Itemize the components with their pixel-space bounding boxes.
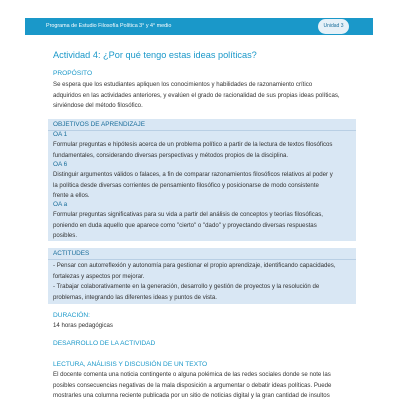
unit-badge xyxy=(318,19,349,34)
objective-code: OA a xyxy=(53,201,68,208)
objective-text xyxy=(53,170,351,202)
objective-line: Formular preguntas e hipótesis acerca de un problema político a partir de la lectura de textos filosóficos xyxy=(53,141,333,148)
objective-line: la política desde diversas corrientes de pensamiento filosófico y posicionarse de modo consistente xyxy=(53,181,319,189)
objectives-box xyxy=(48,119,356,241)
attitude-line: problemas, integrando las diferentes ideas y puntos de vista. xyxy=(53,293,217,301)
duration-heading: DURACIÓN: xyxy=(53,312,90,319)
objective-code: OA 6 xyxy=(53,161,68,168)
purpose-line: adquiridos en las actividades anteriores, y evalúen el grado de racionalidad de sus propias ideas políticas, xyxy=(53,91,340,99)
reading-text xyxy=(53,370,355,402)
purpose-heading: PROPÓSITO xyxy=(53,70,93,77)
header-title: Programa de Estudio Filosofía Política 3° y 4° medio xyxy=(46,23,172,29)
attitudes-box xyxy=(48,248,356,304)
objective-line: posibles. xyxy=(53,232,78,239)
objective-line: poniendo en duda aquello que aparece como "cierto" o "dado" y proyectando diversas respuestas xyxy=(53,221,317,229)
attitude-line: fortalezas y aspectos por mejorar. xyxy=(53,272,145,280)
objective-text xyxy=(53,140,351,161)
activity-title: Actividad 4: ¿Por qué tengo estas ideas políticas? xyxy=(53,50,257,60)
objective-line: Formular preguntas significativas para su vida a partir del análisis de conceptos y teorías filosóficas, xyxy=(53,211,323,218)
objective-code: OA 1 xyxy=(53,131,68,138)
page-header xyxy=(0,0,400,46)
duration-value: 14 horas pedagógicas xyxy=(53,322,113,329)
objective-line: frente a ellos. xyxy=(53,192,90,199)
attitude-line: - Trabajar colaborativamente en la generación, desarrollo y gestión de proyectos y la resolución de xyxy=(53,283,320,290)
purpose-line: Se espera que los estudiantes apliquen los conocimientos y habilidades de razonamiento crítico xyxy=(53,81,313,88)
attitude-line: - Pensar con autorreflexión y autonomía para gestionar el propio aprendizaje, identificando capacidades, xyxy=(53,262,336,269)
purpose-line: sirviéndose del método filosófico. xyxy=(53,102,143,109)
reading-line: El docente comenta una noticia contingente o alguna polémica de las redes sociales donde se note las xyxy=(53,371,331,378)
reading-line: mostrarles una columna reciente publicada por un sitio de noticias digital y la gran cantidad de insultos xyxy=(53,392,330,399)
divider xyxy=(48,130,356,131)
purpose-text xyxy=(53,80,355,112)
objective-text xyxy=(53,210,351,242)
objectives-heading: OBJETIVOS DE APRENDIZAJE xyxy=(53,121,145,128)
attitudes-heading: ACTITUDES xyxy=(53,250,90,257)
objective-line: fundamentales, considerando diversas perspectivas y métodos propios de la disciplina. xyxy=(53,151,289,159)
development-heading: DESARROLLO DE LA ACTIVIDAD xyxy=(53,340,156,347)
objective-line: Distinguir argumentos válidos o falaces, a fin de comparar razonamientos filosóficos relativos al poder y xyxy=(53,171,333,178)
reading-line: posibles consecuencias negativas de la mala disposición a argumentar o debatir ideas políticas. Puede xyxy=(53,381,332,389)
divider xyxy=(48,259,356,260)
unit-label: Unidad 3 xyxy=(323,23,344,29)
reading-heading: LECTURA, ANÁLISIS Y DISCUSIÓN DE UN TEXTO xyxy=(53,361,208,368)
attitudes-text xyxy=(53,261,351,303)
